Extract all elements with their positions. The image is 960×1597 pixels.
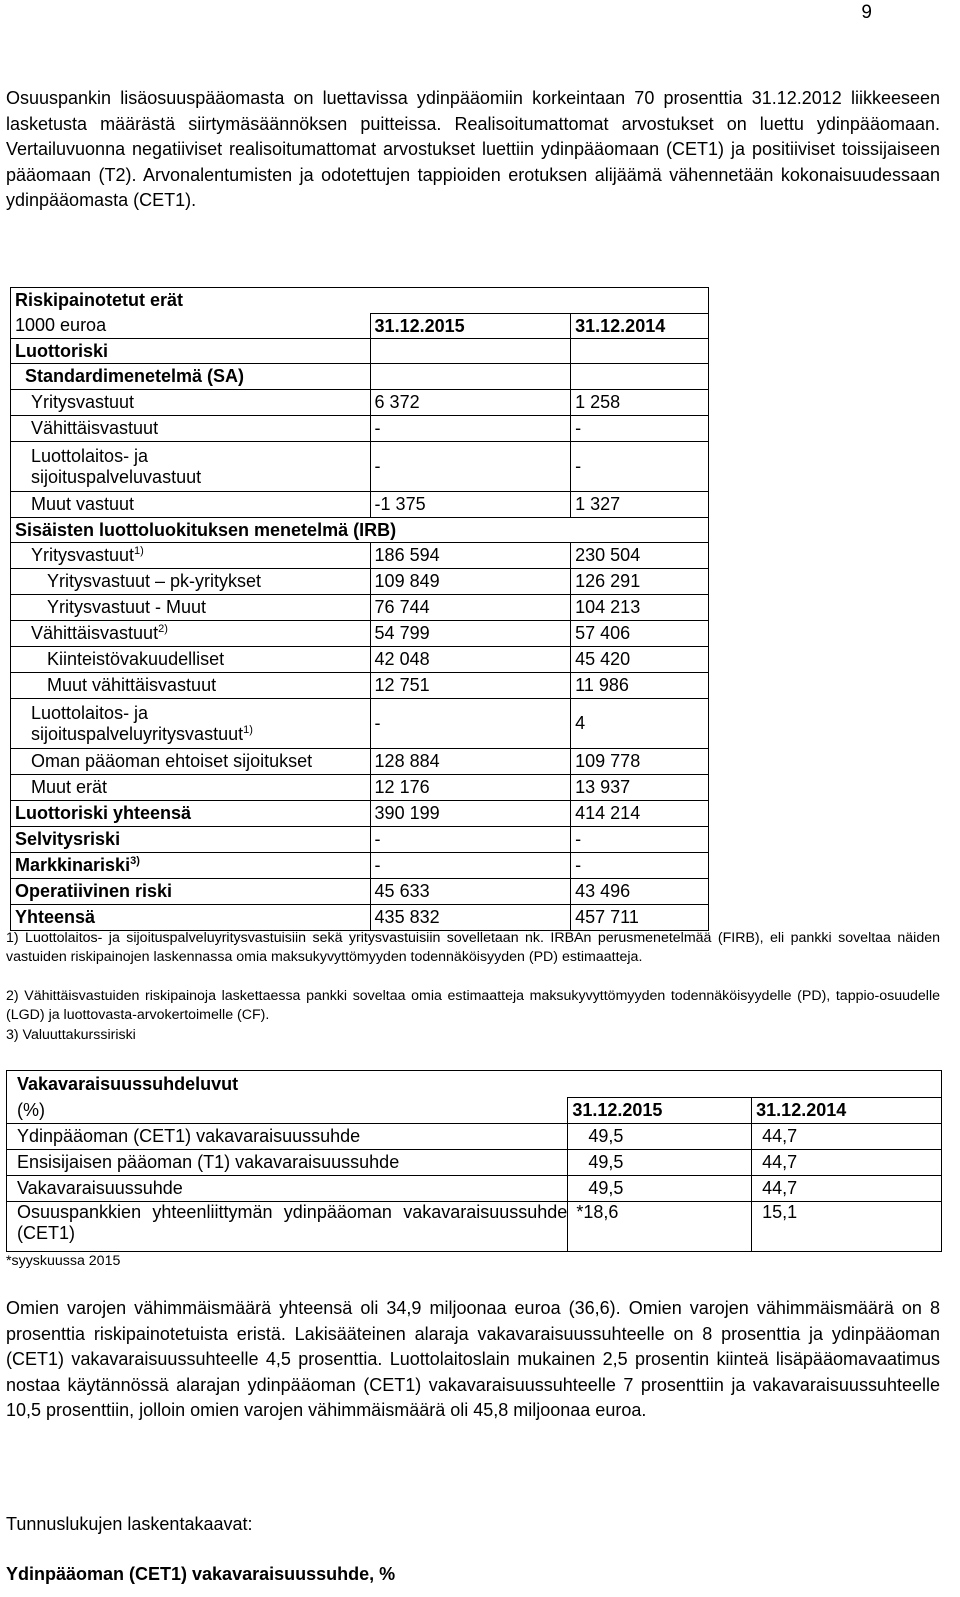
table-title: Vakavaraisuussuhdeluvut — [7, 1071, 942, 1098]
row-label: Osuuspankkien yhteenliittymän ydinpääoman vakavaraisuussuhde (CET1) — [7, 1202, 568, 1252]
cell-2014: 109 778 — [571, 749, 709, 775]
table-row — [11, 647, 709, 673]
cell-2014: - — [571, 853, 709, 879]
row-label: Oman pääoman ehtoiset sijoitukset — [11, 749, 371, 775]
cell-2014: 126 291 — [571, 569, 709, 595]
row-label: Ensisijaisen pääoman (T1) vakavaraisuussuhde — [7, 1150, 568, 1176]
table-row — [7, 1071, 942, 1098]
table-title: Riskipainotetut erät — [11, 288, 709, 314]
table-row — [11, 595, 709, 621]
table-row — [11, 339, 709, 364]
col-header-2015: 31.12.2015 — [370, 314, 571, 339]
cell-2014: 1 327 — [571, 492, 709, 518]
cell-2015: 12 751 — [370, 673, 571, 699]
row-label: Yritysvastuut – pk-yritykset — [11, 569, 371, 595]
cell-2014: 11 986 — [571, 673, 709, 699]
cell-2015: - — [370, 827, 571, 853]
intro-paragraph: Osuuspankin lisäosuuspääomasta on luettavissa ydinpääomiin korkeintaan 70 prosenttia 31.12.2012 liikkeeseen lasketusta määrästä siirtymäsäännöksen puitteissa. Realisoitumattomat arvostukset on luettu ydinpääomaan. Vertailuvuonna negatiiviset realisoitumattomat arvostukset luettiin ydinpääomaan (CET1) ja positiiviset toissijaiseen pääomaan (T2). Arvonalentumisten ja odotettujen tappioiden erotuksen alijäämä vähennetään kokonaisuudessaan ydinpääomasta (CET1). — [6, 88, 940, 210]
row-label: Selvitysriski — [11, 827, 371, 853]
formulas-heading: Tunnuslukujen laskentakaavat: — [6, 1514, 253, 1534]
subsection-heading: Sisäisten luottoluokituksen menetelmä (IRB) — [11, 518, 709, 543]
cell-2015: 186 594 — [370, 543, 571, 569]
cell-2014: - — [571, 827, 709, 853]
table-row — [11, 879, 709, 905]
table-row — [11, 442, 709, 492]
table-row — [11, 827, 709, 853]
table-row — [11, 699, 709, 749]
cell-2015: 435 832 — [370, 905, 571, 931]
table-row — [11, 801, 709, 827]
cell-2015: -1 375 — [370, 492, 571, 518]
cell-2015: 109 849 — [370, 569, 571, 595]
row-label: Markkinariski$^{3)}$ — [11, 853, 371, 879]
row-label: Ydinpääoman (CET1) vakavaraisuussuhde — [7, 1124, 568, 1150]
table-header-row — [7, 1098, 942, 1124]
table-row — [11, 543, 709, 569]
table-row — [7, 1124, 942, 1150]
cell-2015: *18,6 — [568, 1202, 752, 1252]
cell-2014: 414 214 — [571, 801, 709, 827]
cell-2015: 12 176 — [370, 775, 571, 801]
row-label: Yritysvastuut - Muut — [11, 595, 371, 621]
row-label: Luottolaitos- ja sijoituspalveluyritysvastuut$^{1)}$ — [11, 699, 371, 749]
risk-weighted-items-table — [10, 287, 709, 931]
table-row — [11, 569, 709, 595]
row-label: Vähittäisvastuut — [11, 416, 371, 442]
table-row — [11, 673, 709, 699]
footnote-marker: 3) — [130, 855, 140, 867]
cell-2014: 457 711 — [571, 905, 709, 931]
footnote-3: 3) Valuuttakurssiriski — [6, 1027, 136, 1043]
col-header-2014: 31.12.2014 — [752, 1098, 942, 1124]
cell-2014: 15,1 — [752, 1202, 942, 1252]
cell-2014: - — [571, 416, 709, 442]
col-header-2015: 31.12.2015 — [568, 1098, 752, 1124]
table-row — [7, 1202, 942, 1252]
cell-2014: 4 — [571, 699, 709, 749]
table-row — [11, 749, 709, 775]
table-row — [11, 492, 709, 518]
row-label: Vähittäisvastuut$^{2)}$ — [11, 621, 371, 647]
cell-2015: 49,5 — [568, 1150, 752, 1176]
cell-2014: 43 496 — [571, 879, 709, 905]
footnote-1: 1) Luottolaitos- ja sijoituspalveluyritysvastuisiin sekä yritysvastuisiin sovelletaan nk. IRBAn perusmenetelmää (FIRB), eli pankki soveltaa näiden vastuiden riskipainojen laskennassa omia maksukyvyttömyyden todennäköisyyden (PD) estimaatteja. — [6, 930, 940, 965]
unit-label: 1000 euroa — [11, 314, 371, 339]
table-row — [11, 390, 709, 416]
footnote-marker: 1) — [243, 723, 253, 736]
cell-2014: 104 213 — [571, 595, 709, 621]
table-row — [7, 1150, 942, 1176]
table-row — [11, 621, 709, 647]
row-label: Muut erät — [11, 775, 371, 801]
footnote-2: 2) Vähittäisvastuiden riskipainoja laskettaessa pankki soveltaa omia estimaatteja maksukyvyttömyyden todennäköisyydelle (PD), tappio-osuudelle (LGD) ja luottovasta-arvokertoimelle (CF). — [6, 988, 940, 1023]
cell-2015: 128 884 — [370, 749, 571, 775]
table-row — [11, 853, 709, 879]
row-label: Muut vähittäisvastuut — [11, 673, 371, 699]
cell-2014: 57 406 — [571, 621, 709, 647]
cell-2014: 1 258 — [571, 390, 709, 416]
section-heading: Luottoriski — [11, 339, 371, 364]
table-row — [7, 1176, 942, 1202]
cell-2014: 44,7 — [752, 1150, 942, 1176]
cell-2015: 390 199 — [370, 801, 571, 827]
table-header-row — [11, 314, 709, 339]
table-row — [11, 905, 709, 931]
cell-2015: 49,5 — [568, 1124, 752, 1150]
formula-title: Ydinpääoman (CET1) vakavaraisuussuhde, % — [6, 1564, 396, 1584]
cell-2014: 45 420 — [571, 647, 709, 673]
row-label: Kiinteistövakuudelliset — [11, 647, 371, 673]
footnote-marker: 2) — [158, 623, 168, 635]
cell-2015: 54 799 — [370, 621, 571, 647]
table-row — [11, 364, 709, 390]
cell-2014: - — [571, 442, 709, 492]
cell-2015: 6 372 — [370, 390, 571, 416]
table-row — [11, 416, 709, 442]
table-row — [11, 518, 709, 543]
cell-2014: 230 504 — [571, 543, 709, 569]
footnote-marker: 1) — [134, 545, 144, 557]
cell-2015: - — [370, 699, 571, 749]
cell-2015: 76 744 — [370, 595, 571, 621]
row-label: Luottoriski yhteensä — [11, 801, 371, 827]
unit-label: (%) — [7, 1098, 568, 1124]
row-label: Luottolaitos- ja sijoituspalveluvastuut — [11, 442, 371, 492]
cell-2014: 44,7 — [752, 1124, 942, 1150]
row-label: Vakavaraisuussuhde — [7, 1176, 568, 1202]
cell-2015: 49,5 — [568, 1176, 752, 1202]
cell-2015: 42 048 — [370, 647, 571, 673]
cell-2015: - — [370, 416, 571, 442]
cell-2014: 13 937 — [571, 775, 709, 801]
row-label: Yritysvastuut$^{1)}$ — [11, 543, 371, 569]
table-row — [11, 775, 709, 801]
cell-2015: 45 633 — [370, 879, 571, 905]
col-header-2014: 31.12.2014 — [571, 314, 709, 339]
cell-2015: - — [370, 442, 571, 492]
cell-2014: 44,7 — [752, 1176, 942, 1202]
row-label: Operatiivinen riski — [11, 879, 371, 905]
subsection-heading: Standardimenetelmä (SA) — [11, 364, 371, 390]
row-label: Yritysvastuut — [11, 390, 371, 416]
page-number: 9 — [861, 2, 872, 23]
table-row — [11, 288, 709, 314]
capital-ratios-table — [6, 1070, 942, 1252]
own-funds-paragraph: Omien varojen vähimmäismäärä yhteensä oli 34,9 miljoonaa euroa (36,6). Omien varojen vähimmäismäärä on 8 prosenttia riskipainotetuista eristä. Lakisääteinen alaraja vakavaraisuussuhteelle on 8 prosenttia ja ydinpääoman (CET1) vakavaraisuussuhteelle 4,5 prosenttia. Luottolaitoslain mukainen 2,5 prosentin kiinteä lisäpääomavaatimus nostaa käytännössä alarajan ydinpääoman (CET1) vakavaraisuussuhteelle 7 prosenttiin ja vakavaraisuussuhteelle 10,5 prosenttiin, jolloin omien varojen vähimmäismäärä oli 45,8 miljoonaa euroa. — [6, 1298, 940, 1420]
row-label: Muut vastuut — [11, 492, 371, 518]
cell-2015: - — [370, 853, 571, 879]
row-label: Yhteensä — [11, 905, 371, 931]
ratio-table-note: *syyskuussa 2015 — [6, 1253, 121, 1269]
